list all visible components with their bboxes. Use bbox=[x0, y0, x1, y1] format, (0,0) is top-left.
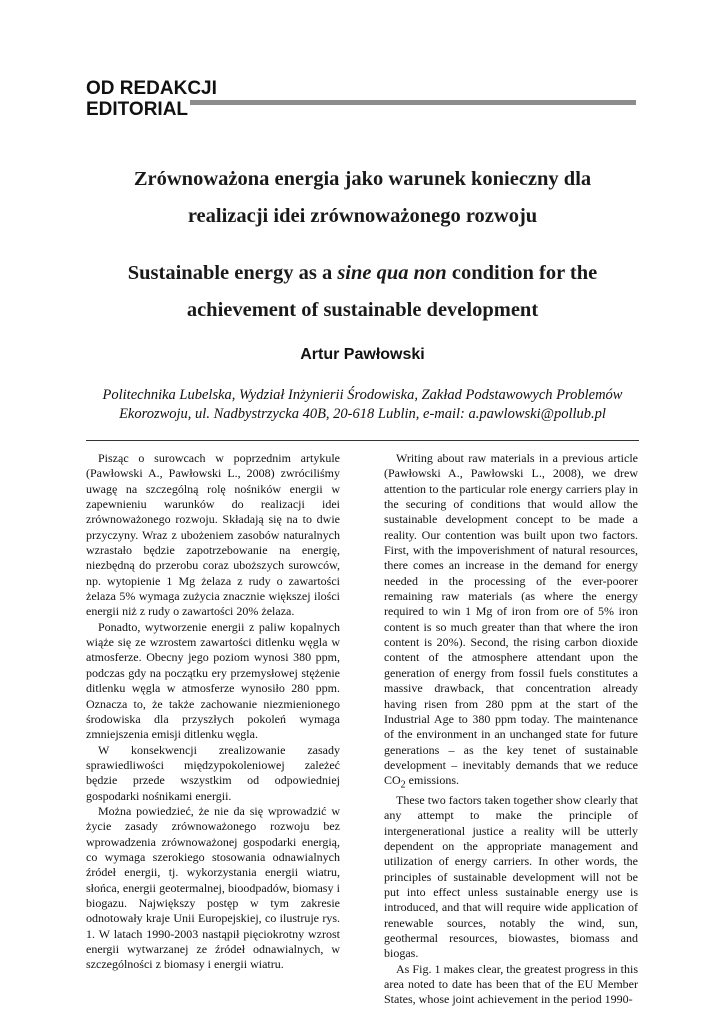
polish-paragraph-3: W konsekwencji zrealizowanie zasady sprawiedliwości międzypokoleniowej zależeć będzie przede wszystkim od odpowiedniej gospodarki nośnikami energii. bbox=[86, 742, 340, 803]
english-column bbox=[384, 451, 638, 1008]
title-polish-line-2: realizacji idei zrównoważonego rozwoju bbox=[187, 205, 538, 227]
section-heading bbox=[86, 78, 217, 120]
divider-rule bbox=[86, 440, 639, 441]
polish-column bbox=[86, 451, 340, 973]
section-heading-en: EDITORIAL bbox=[86, 99, 189, 120]
title-english bbox=[60, 255, 665, 329]
affiliation-line-1: Politechnika Lubelska, Wydział Inżynierii Środowiska, Zakład Podstawowych Problemów bbox=[102, 387, 623, 403]
author-name: Artur Pawłowski bbox=[300, 346, 425, 363]
english-paragraph-1 bbox=[384, 451, 638, 793]
title-english-line-1 bbox=[60, 255, 665, 292]
title-english-italic: sine qua non bbox=[337, 262, 447, 284]
section-heading-pl: OD REDAKCJI bbox=[86, 78, 217, 99]
english-paragraph-1-end: emissions. bbox=[405, 773, 460, 788]
affiliation bbox=[70, 386, 655, 424]
title-english-line-2: achievement of sustainable development bbox=[186, 299, 539, 321]
co2-subscript: 2 bbox=[400, 779, 406, 791]
affiliation-line-2: Ekorozwoju, ul. Nadbystrzycka 40B, 20-618 Lublin, e-mail: a.pawlowski@pollub.pl bbox=[119, 406, 606, 422]
title-polish bbox=[60, 161, 665, 235]
polish-paragraph-4: Można powiedzieć, że nie da się wprowadzić w życie zasady zrównoważonego rozwoju bez wprowadzenia zrównoważonej gospodarki energią, co wymaga szerokiego stosowania odnawialnych źródeł energii, tj. wykorzystania energii wiatru, słońca, energii geotermalnej, bioodpadów, biomasy i biogazu. Największy postęp w tym zakresie odnotowały kraje Unii Europejskiej, co ilustruje rys. 1. W latach 1990-2003 nastąpił pięciokrotny wzrost energii wytwarzanej ze źródeł odnawialnych, w szczególności z biomasy i energii wiatru. bbox=[86, 803, 340, 972]
heading-rule bbox=[190, 100, 636, 105]
english-paragraph-1-text: Writing about raw materials in a previous article (Pawłowski A., Pawłowski L., 2008), we drew attention to the particular role energy carriers play in the securing of conditions that would allow the sustainable development concept to be made a reality. Our contention was built upon two factors. First, with the impoverishment of natural resources, there comes an increase in the demand for energy needed in the processing of the ever-poorer remaining raw materials (as where the energy required to win 1 Mg of iron from ore of 5% iron content is so much greater than that where the iron content is 20%). Second, the rising carbon dioxide content of the atmosphere attendant upon the generation of energy from fossil fuels constitutes a massive drawback, that concentration already having risen from 280 ppm at the start of the Industrial Age to 380 ppm today. The maintenance of the environment in an unchanged state for future generations – as the key tenet of sustainable development – inevitably demands that we reduce CO bbox=[384, 451, 638, 788]
english-paragraph-3: As Fig. 1 makes clear, the greatest progress in this area noted to date has been that of the EU Member States, whose joint achievement in the period 1990- bbox=[384, 961, 638, 1007]
title-english-part-a: Sustainable energy as a bbox=[127, 262, 338, 284]
polish-paragraph-2: Ponadto, wytworzenie energii z paliw kopalnych wiąże się ze wzrostem zawartości ditlenku węgla w atmosferze. Obecny jego poziom wynosi 380 ppm, podczas gdy na początku ery przemysłowej stężenie ditlenku węgla w atmosferze wynosiło 280 ppm. Oznacza to, że także zachowanie niezmienionego środowiska dla przyszłych pokoleń wymaga zmniejszenia emisji ditlenku węgla. bbox=[86, 619, 340, 742]
title-polish-line-1: Zrównoważona energia jako warunek konieczny dla bbox=[133, 168, 592, 190]
polish-paragraph-1: Pisząc o surowcach w poprzednim artykule (Pawłowski A., Pawłowski L., 2008) zwróciliśmy uwagę na szczególną rolę nośników energii w zapewnieniu warunków do realizacji idei zrównoważonego rozwoju. Składają się na to dwie przyczyny. Wraz z ubożeniem zasobów naturalnych wzrastało będzie zapotrzebowanie na energię, niezbędną do przerobu coraz uboższych surowców, np. wytopienie 1 Mg żelaza z rudy o zawartości żelaza 5% wymaga zużycia znacznie większej ilości energii niż z rudy o zawartości 20% żelaza. bbox=[86, 451, 340, 619]
english-paragraph-2: These two factors taken together show clearly that any attempt to make the principle of intergenerational justice a reality will be utterly dependent on the appropriate management and utilization of energy carriers. In other words, the principles of sustainable development will not be put into effect unless sustainable energy use is introduced, and that will require wide application of renewable sources, notably the wind, sun, geothermal resources, biowastes, biomass and biogas. bbox=[384, 792, 638, 961]
title-english-part-b: condition for the bbox=[446, 262, 598, 284]
